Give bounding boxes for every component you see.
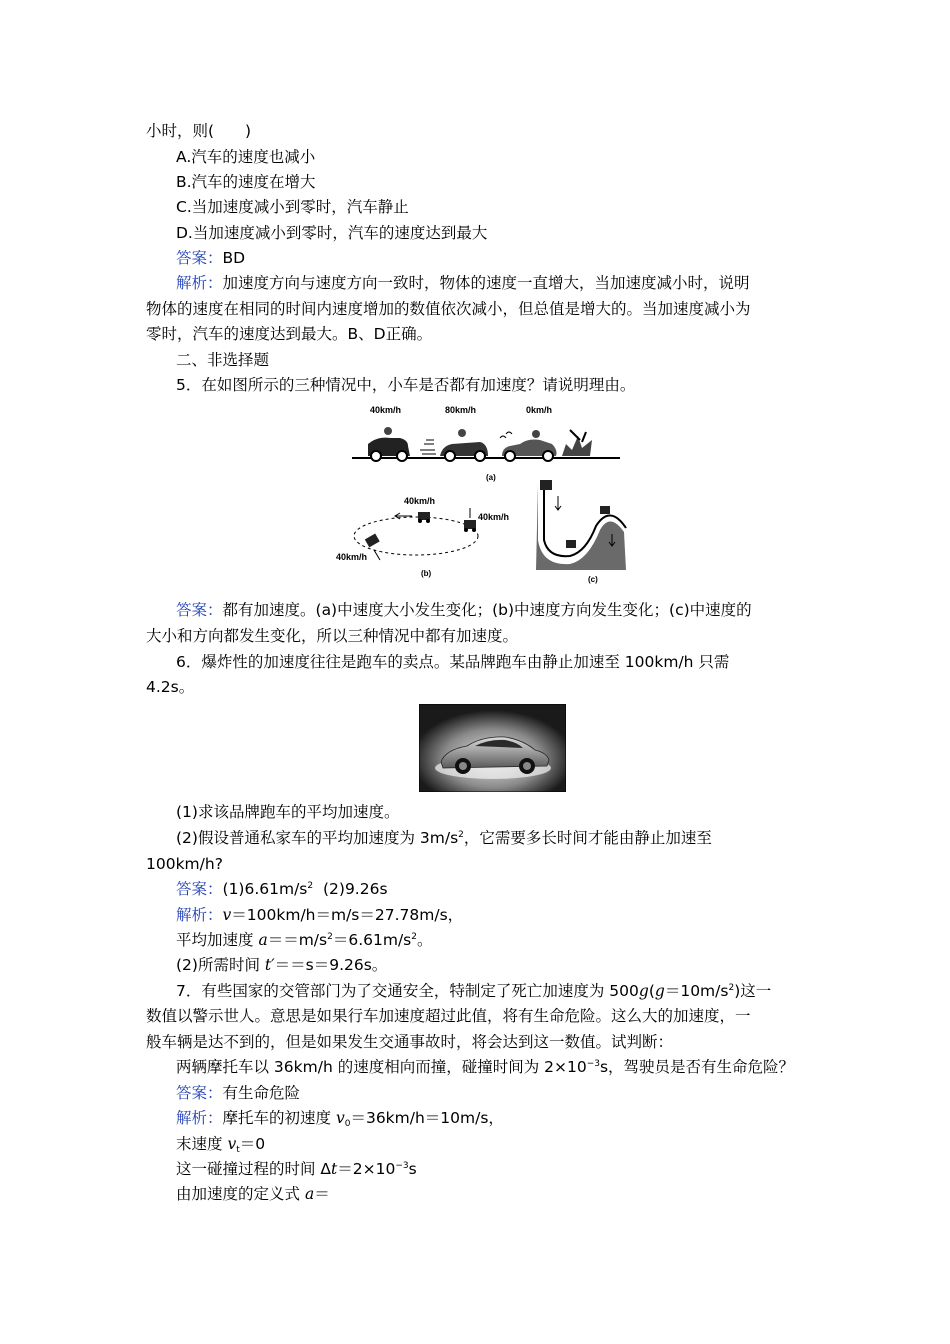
superscript: −3: [395, 1161, 409, 1171]
text: 7．有些国家的交管部门为了交通安全，特制定了死亡加速度为 500: [176, 982, 639, 1000]
subscript: 0: [344, 1119, 351, 1129]
variable: v: [335, 1109, 345, 1127]
q7-stem-line-4: [176, 1055, 794, 1079]
answer-label: 答案：: [176, 1084, 223, 1102]
variable: g: [638, 982, 649, 1000]
text: ＝0: [239, 1135, 266, 1153]
text: ＝100km/h＝m/s＝27.78m/s，: [231, 906, 464, 924]
text: s: [408, 1160, 417, 1178]
q6-analysis-line-3: [176, 953, 387, 977]
text: 摩托车的初速度: [222, 1109, 336, 1127]
q4-analysis-line-1: [176, 271, 750, 295]
fig-b-speed-top: 40km/h: [404, 496, 436, 506]
text: (: [648, 982, 655, 1000]
q7-stem-line-2: 数值以警示世人。意思是如果行车加速度超过此值，将有生命危险。这么大的加速度，一: [146, 1007, 751, 1025]
superscript: 2: [307, 881, 314, 891]
q6-answer: [176, 877, 388, 901]
superscript: 2: [458, 830, 464, 840]
q7-stem-line-1: [176, 979, 771, 1003]
text: 平均加速度: [176, 931, 259, 949]
q4-answer: [176, 246, 245, 270]
q4-option-c: C.当加速度减小到零时，汽车静止: [176, 198, 409, 216]
q5-answer-line-1: [176, 598, 752, 622]
q4-option-a: A.汽车的速度也减小: [176, 148, 316, 166]
superscript: 2: [728, 983, 735, 993]
crashed-car-icon: [500, 430, 592, 461]
answer-part-2: (2)9.26s: [322, 880, 388, 898]
kart-icon: [365, 534, 380, 548]
variable: g: [654, 982, 665, 1000]
text: s，驾驶员是否有生命危险？: [599, 1058, 795, 1076]
q6-sub-2-cont: 100km/h?: [146, 855, 223, 873]
q6-stem-line-1: 6．爆炸性的加速度往往是跑车的卖点。某品牌跑车由静止加速至 100km/h 只需: [176, 653, 730, 671]
analysis-label: 解析：: [176, 906, 223, 924]
fig-b-caption: (b): [421, 569, 432, 578]
q4-analysis-line-3: 零时，汽车的速度达到最大。B、D正确。: [146, 325, 433, 343]
q4-option-d: D.当加速度减小到零时，汽车的速度达到最大: [176, 224, 488, 242]
q7-answer: [176, 1081, 300, 1105]
roller-coaster-icon: [536, 480, 626, 570]
text: (2)假设普通私家车的平均加速度为 3m/s: [176, 829, 459, 847]
sports-car-photo: [419, 704, 566, 792]
arrow-down-icon: [374, 550, 380, 560]
analysis-label: 解析：: [176, 274, 223, 292]
text: ＝＝m/s: [267, 931, 328, 949]
variable: v: [222, 906, 232, 924]
q7-stem-line-3: 般车辆是达不到的，但是如果发生交通事故时，将会达到这一数值。试判断：: [146, 1033, 674, 1051]
fig-a-caption: (a): [486, 473, 496, 482]
kart-icon: [464, 520, 476, 532]
text: ＝10m/s: [664, 982, 729, 1000]
text: 由加速度的定义式: [176, 1185, 305, 1203]
text: 。: [416, 931, 433, 949]
text: ＝6.61m/s: [332, 931, 412, 949]
text: ＝2×10: [337, 1160, 396, 1178]
text: ，它需要多长时间才能由静止加速至: [463, 829, 712, 847]
answer-label: 答案：: [176, 880, 223, 898]
fig-a-speed-1: 40km/h: [370, 405, 402, 415]
text: ＝36km/h＝10m/s，: [350, 1109, 504, 1127]
speed-lines-icon: [420, 450, 436, 454]
text: ＝＝s＝9.26s。: [274, 956, 388, 974]
answer-part-1: (1)6.61m/s: [222, 880, 308, 898]
text: ＝: [314, 1185, 330, 1203]
answer-label: 答案：: [176, 601, 223, 619]
answer-label: 答案：: [176, 249, 223, 267]
q7-analysis-line-4: [176, 1182, 330, 1206]
fig-a-speed-2: 80km/h: [445, 405, 477, 415]
text: )这一: [734, 982, 772, 1000]
q4-analysis-line-2: 物体的速度在相同的时间内速度增加的数值依次减小，但总值是增大的。当加速度减小为: [146, 300, 751, 318]
analysis-label: 解析：: [176, 1109, 223, 1127]
text: 两辆摩托车以 36km/h 的速度相向而撞，碰撞时间为 2×10: [176, 1058, 587, 1076]
section-heading: 二、非选择题: [176, 351, 270, 369]
car-icon: [440, 429, 488, 461]
q5-answer-line-2: 大小和方向都发生变化，所以三种情况中都有加速度。: [146, 627, 519, 645]
variable: a: [304, 1185, 315, 1203]
answer-text: 都有加速度。(a)中速度大小发生变化；(b)中速度方向发生变化；(c)中速度的: [222, 601, 752, 619]
superscript: −3: [586, 1059, 600, 1069]
variable: v: [227, 1135, 237, 1153]
q6-stem-line-2: 4.2s。: [146, 678, 195, 696]
q6-sub-1: (1)求该品牌跑车的平均加速度。: [176, 803, 400, 821]
analysis-text: 加速度方向与速度方向一致时，物体的速度一直增大，当加速度减小时，说明: [222, 274, 750, 292]
answer-text: BD: [222, 249, 246, 267]
q4-stem-tail: 小时，则( ): [146, 122, 252, 140]
answer-text: 有生命危险: [222, 1084, 301, 1102]
variable: t′: [264, 956, 275, 974]
variable: t: [331, 1160, 338, 1178]
q7-analysis-line-1: [176, 1106, 504, 1130]
superscript: 2: [411, 932, 417, 942]
q7-analysis-line-3: [176, 1157, 417, 1181]
q4-option-b: B.汽车的速度在增大: [176, 173, 316, 191]
q6-sub-2: [176, 826, 712, 850]
q6-analysis-line-1: [176, 903, 463, 927]
text: 末速度: [176, 1135, 228, 1153]
q7-analysis-line-2: [176, 1132, 265, 1156]
q5-figure: [330, 400, 630, 590]
car-icon: [368, 427, 410, 461]
variable: a: [258, 931, 268, 949]
fig-b-speed-left: 40km/h: [336, 552, 368, 562]
kart-icon: [418, 512, 430, 523]
speed-lines-icon: [424, 440, 434, 444]
fig-a-speed-3: 0km/h: [526, 405, 553, 415]
fig-b-speed-right: 40km/h: [478, 512, 510, 522]
arrow-left-icon: [395, 513, 412, 519]
subscript: t: [236, 1145, 240, 1155]
text: (2)所需时间: [176, 956, 265, 974]
text: 这一碰撞过程的时间 Δ: [176, 1160, 332, 1178]
q5-stem: 5．在如图所示的三种情况中，小车是否都有加速度？请说明理由。: [176, 376, 636, 394]
superscript: 2: [327, 932, 333, 942]
q6-analysis-line-2: [176, 928, 433, 952]
fig-c-caption: (c): [588, 575, 598, 584]
